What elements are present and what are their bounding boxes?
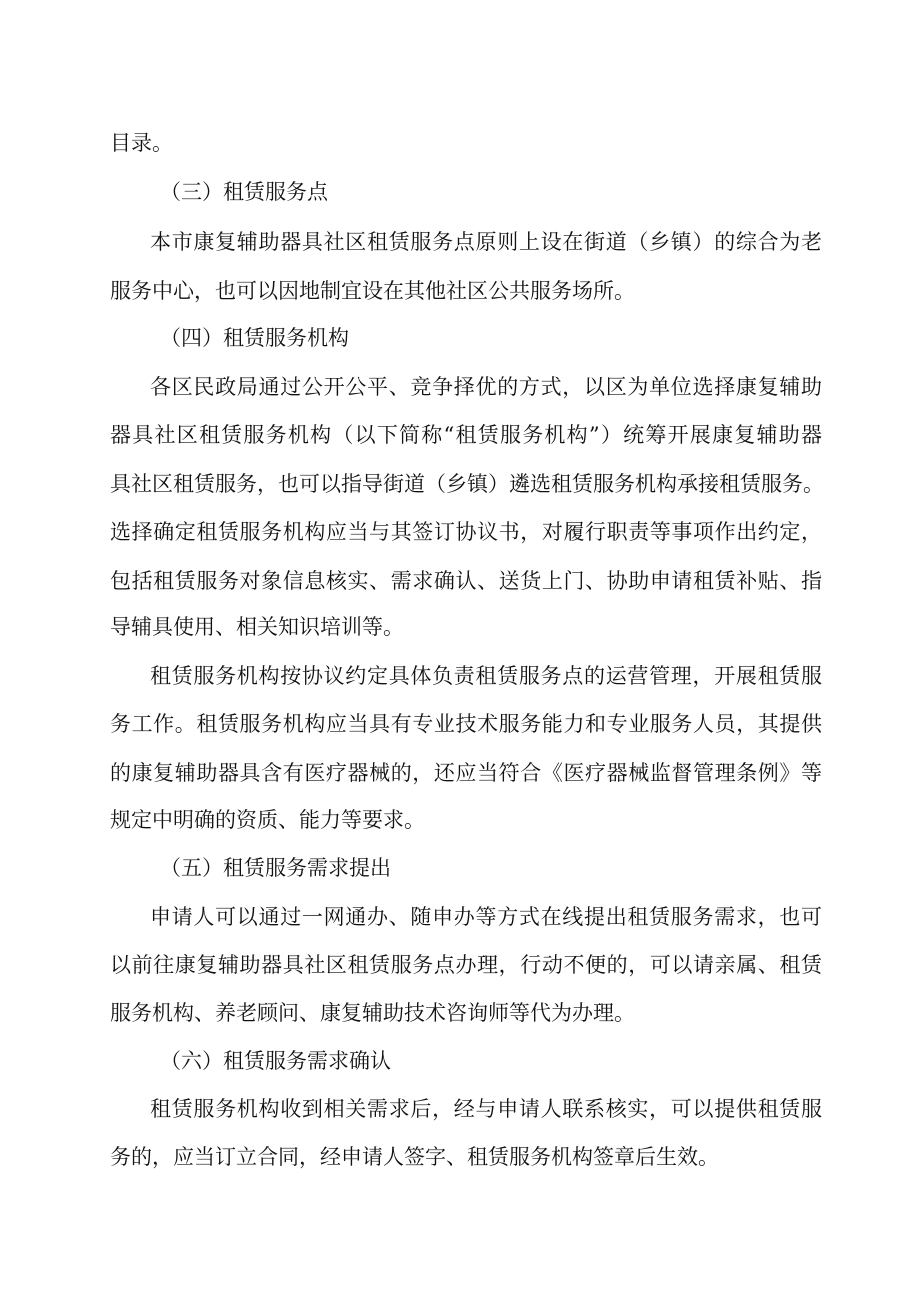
section-heading-3: （三）租赁服务点 bbox=[160, 180, 328, 204]
paragraph-line: 租赁服务机构按协议约定具体负责租赁服务点的运营管理，开展租赁服 bbox=[150, 664, 822, 688]
paragraph-line: 服务机构、养老顾问、康复辅助技术咨询师等代为办理。 bbox=[110, 1001, 635, 1025]
paragraph-line: 以前往康复辅助器具社区租赁服务点办理，行动不便的，可以请亲属、租赁 bbox=[110, 953, 822, 977]
paragraph-line: 务的，应当订立合同，经申请人签字、租赁服务机构签章后生效。 bbox=[110, 1145, 719, 1169]
paragraph-line: 规定中明确的资质、能力等要求。 bbox=[110, 808, 425, 832]
paragraph-line: 申请人可以通过一网通办、随申办等方式在线提出租赁服务需求，也可 bbox=[150, 905, 822, 929]
paragraph-line: 具社区租赁服务，也可以指导街道（乡镇）遴选租赁服务机构承接租赁服务。 bbox=[110, 472, 824, 496]
paragraph-line: 租赁服务机构收到相关需求后，经与申请人联系核实，可以提供租赁服 bbox=[150, 1097, 822, 1121]
paragraph-line: 服务中心，也可以因地制宜设在其他社区公共服务场所。 bbox=[110, 279, 635, 303]
paragraph-line: 选择确定租赁服务机构应当与其签订协议书，对履行职责等事项作出约定， bbox=[110, 520, 822, 544]
paragraph-line: 各区民政局通过公开公平、竞争择优的方式，以区为单位选择康复辅助 bbox=[150, 375, 822, 399]
paragraph-line: 务工作。租赁服务机构应当具有专业技术服务能力和专业服务人员，其提供 bbox=[110, 712, 822, 736]
paragraph-line: 器具社区租赁服务机构（以下简称“租赁服务机构”）统筹开展康复辅助器 bbox=[110, 423, 822, 447]
section-heading-4: （四）租赁服务机构 bbox=[160, 326, 349, 350]
section-heading-5: （五）租赁服务需求提出 bbox=[160, 856, 391, 880]
paragraph-line: 本市康复辅助器具社区租赁服务点原则上设在街道（乡镇）的综合为老 bbox=[150, 230, 822, 254]
paragraph-line: 导辅具使用、相关知识培训等。 bbox=[110, 615, 404, 639]
section-heading-6: （六）租赁服务需求确认 bbox=[160, 1049, 391, 1073]
paragraph-line: 目录。 bbox=[110, 131, 173, 155]
paragraph-line: 的康复辅助器具含有医疗器械的，还应当符合《医疗器械监督管理条例》等 bbox=[110, 761, 822, 785]
paragraph-line: 包括租赁服务对象信息核实、需求确认、送货上门、协助申请租赁补贴、指 bbox=[110, 569, 822, 593]
